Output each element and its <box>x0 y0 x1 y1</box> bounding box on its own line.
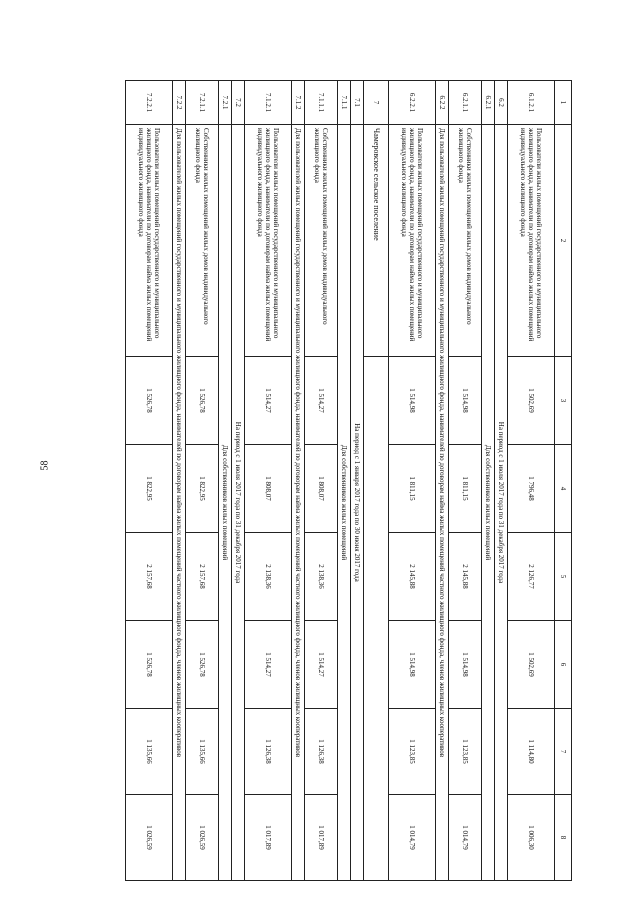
row-value: 1 514,27 <box>245 621 292 709</box>
section-heading: На период с 1 июля 2017 года по 31 декабря 2017 года <box>232 125 245 881</box>
section-heading: Для собственников жилых помещений <box>482 125 495 881</box>
empty-cell <box>364 357 389 881</box>
settlement-row <box>364 81 389 881</box>
row-value: 2 157,68 <box>186 533 219 621</box>
section-row <box>351 81 364 881</box>
row-value: 2 126,77 <box>508 533 555 621</box>
row-value: 1 514,27 <box>305 621 338 709</box>
section-row <box>292 81 305 881</box>
row-value: 2 138,36 <box>305 533 338 621</box>
row-name: Пользователи жилых помещений государственного и муниципального жилищного фонда, наниматели по договорам найма жилых помещений индивидуального жилищного фонда <box>508 125 555 357</box>
column-number: 7 <box>555 709 572 795</box>
row-value: 1 017,89 <box>245 795 292 881</box>
row-number: 7.2.1 <box>219 81 232 125</box>
row-value: 1 014,79 <box>389 795 436 881</box>
row-value: 2 145,88 <box>449 533 482 621</box>
column-number: 5 <box>555 533 572 621</box>
row-number: 7.1.1.1 <box>305 81 338 125</box>
row-number: 7 <box>364 81 389 125</box>
column-number: 8 <box>555 795 572 881</box>
row-number: 6.2.2 <box>436 81 449 125</box>
table-row <box>389 81 436 881</box>
section-heading: Для пользователей жилых помещений государственного и муниципального жилищного фонда, нанимателей по договорам найма жилых помещений частного жилищного фонда, членов жилищных кооперативов <box>292 125 305 881</box>
row-value: 1 514,98 <box>449 621 482 709</box>
row-value: 1 514,98 <box>389 357 436 445</box>
section-row <box>219 81 232 881</box>
row-name: Собственники жилых помещений жилых домов индивидуального жилищного фонда <box>449 125 482 357</box>
column-number: 6 <box>555 621 572 709</box>
row-value: 1 026,59 <box>126 795 173 881</box>
row-value: 1 514,27 <box>245 357 292 445</box>
row-value: 1 026,59 <box>186 795 219 881</box>
row-value: 2 145,88 <box>389 533 436 621</box>
row-value: 1 502,69 <box>508 357 555 445</box>
row-name: Пользователи жилых помещений государственного и муниципального жилищного фонда, наниматели по договорам найма жилых помещений индивидуального жилищного фонда <box>389 125 436 357</box>
row-name: Собственники жилых помещений жилых домов индивидуального жилищного фонда <box>186 125 219 357</box>
row-value: 1 014,79 <box>449 795 482 881</box>
page-number: 58 <box>39 460 51 471</box>
section-heading: Для собственников жилых помещений <box>338 125 351 881</box>
tariff-table-container <box>82 80 572 880</box>
section-row <box>436 81 449 881</box>
row-value: 2 138,36 <box>245 533 292 621</box>
row-value: 1 808,07 <box>245 445 292 533</box>
row-value: 1 526,78 <box>186 357 219 445</box>
settlement-name: Чамеровское сельское поселение <box>364 125 389 357</box>
row-value: 1 006,30 <box>508 795 555 881</box>
column-number-row <box>555 81 572 881</box>
row-number: 7.1.2 <box>292 81 305 125</box>
row-value: 1 526,78 <box>126 621 173 709</box>
column-number: 1 <box>555 81 572 125</box>
column-number: 2 <box>555 125 572 357</box>
table-row <box>245 81 292 881</box>
row-value: 2 157,68 <box>126 533 173 621</box>
row-value: 1 526,78 <box>186 621 219 709</box>
section-row <box>482 81 495 881</box>
row-name: Пользователи жилых помещений государственного и муниципального жилищного фонда, наниматели по договорам найма жилых помещений индивидуального жилищного фонда <box>126 125 173 357</box>
section-heading: Для пользователей жилых помещений государственного и муниципального жилищного фонда, нанимателей по договорам найма жилых помещений частного жилищного фонда, членов жилищных кооперативов <box>173 125 186 881</box>
row-number: 7.2.2 <box>173 81 186 125</box>
table-body <box>126 81 572 881</box>
row-value: 1 123,85 <box>389 709 436 795</box>
table-row <box>126 81 173 881</box>
row-value: 1 123,85 <box>449 709 482 795</box>
row-value: 1 822,95 <box>126 445 173 533</box>
row-value: 1 114,80 <box>508 709 555 795</box>
row-value: 1 811,15 <box>389 445 436 533</box>
row-name: Пользователи жилых помещений государственного и муниципального жилищного фонда, наниматели по договорам найма жилых помещений индивидуального жилищного фонда <box>245 125 292 357</box>
section-row <box>173 81 186 881</box>
row-name: Собственники жилых помещений жилых домов индивидуального жилищного фонда <box>305 125 338 357</box>
row-value: 1 822,95 <box>186 445 219 533</box>
column-number: 4 <box>555 445 572 533</box>
row-value: 1 526,78 <box>126 357 173 445</box>
row-number: 7.1.1 <box>338 81 351 125</box>
row-value: 1 135,66 <box>126 709 173 795</box>
row-value: 1 514,98 <box>449 357 482 445</box>
section-row <box>232 81 245 881</box>
row-value: 1 135,66 <box>186 709 219 795</box>
row-number: 6.2.1.1 <box>449 81 482 125</box>
table-row <box>449 81 482 881</box>
column-number: 3 <box>555 357 572 445</box>
row-number: 7.1.2.1 <box>245 81 292 125</box>
section-heading: На период с 1 января 2017 года по 30 июня 2017 года <box>351 125 364 881</box>
table-row <box>305 81 338 881</box>
row-number: 6.1.2.1 <box>508 81 555 125</box>
row-value: 1 808,07 <box>305 445 338 533</box>
row-number: 7.2 <box>232 81 245 125</box>
section-heading: На период с 1 июля 2017 года по 31 декабря 2017 года <box>495 125 508 881</box>
row-value: 1 796,48 <box>508 445 555 533</box>
row-number: 6.2 <box>495 81 508 125</box>
section-row <box>495 81 508 881</box>
row-number: 6.2.2.1 <box>389 81 436 125</box>
row-value: 1 514,27 <box>305 357 338 445</box>
section-row <box>338 81 351 881</box>
tariff-table <box>125 80 572 881</box>
row-number: 7.2.2.1 <box>126 81 173 125</box>
table-row <box>508 81 555 881</box>
row-number: 7.1 <box>351 81 364 125</box>
table-row <box>186 81 219 881</box>
section-heading: Для собственников жилых помещений <box>219 125 232 881</box>
row-value: 1 514,98 <box>389 621 436 709</box>
row-number: 7.2.1.1 <box>186 81 219 125</box>
row-value: 1 017,89 <box>305 795 338 881</box>
row-value: 1 126,38 <box>245 709 292 795</box>
row-number: 6.2.1 <box>482 81 495 125</box>
section-heading: Для пользователей жилых помещений государственного и муниципального жилищного фонда, нанимателей по договорам найма жилых помещений частного жилищного фонда, членов жилищных кооперативов <box>436 125 449 881</box>
row-value: 1 811,15 <box>449 445 482 533</box>
row-value: 1 126,38 <box>305 709 338 795</box>
row-value: 1 502,69 <box>508 621 555 709</box>
